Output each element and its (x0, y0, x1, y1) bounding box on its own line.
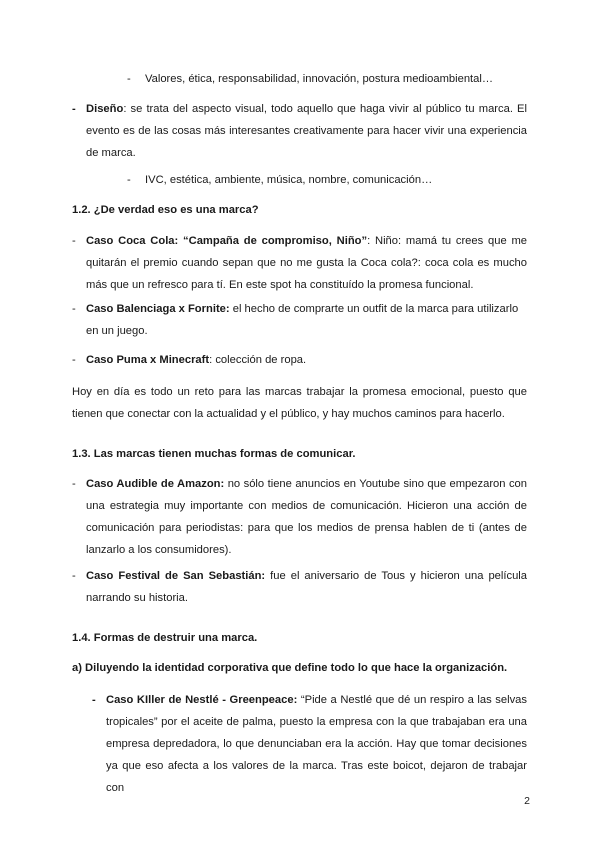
heading-a: a) Diluyendo la identidad corporativa que define todo lo que hace la organización. (72, 662, 508, 674)
sub-bullet-values: Valores, ética, responsabilidad, innovación, postura medioambiental… (145, 73, 494, 85)
paragraph-puma (86, 349, 527, 371)
text-balenciaga: el hecho de comprarte un outfit de la marca para utilizarlo en un juego. (86, 303, 519, 337)
sub-bullet-dash: - (127, 73, 131, 85)
text-coca-cola: : Niño: mamá tu crees que me quitarán el premio cuando sepan que no me gusta la Coca cola?: coca cola es mucho más que un refresco para tí. En este spot ha constituído la promesa funcional. (86, 235, 527, 291)
paragraph-festival (86, 565, 527, 609)
label-festival: Caso Festival de San Sebastián: (86, 570, 266, 582)
bullet-dash: - (72, 303, 76, 315)
sub-bullet-ivc: IVC, estética, ambiente, música, nombre, comunicación… (145, 174, 433, 186)
text-diseno: : se trata del aspecto visual, todo aquello que haga vivir al público tu marca. El evento es de las cosas más interesantes creativamente para hacer vivir una experiencia de marca. (86, 103, 527, 159)
paragraph-audible (86, 473, 527, 561)
text-audible: no sólo tiene anuncios en Youtube sino que empezaron con una estrategia muy importante con medios de comunicación. Hicieron una acción de comunicación para periodistas: para que los medios de prensa hablen de ti (antes de lanzarlo a los consumidores). (86, 478, 527, 556)
label-coca-cola: Caso Coca Cola: “Campaña de compromiso, Niño” (86, 235, 368, 247)
heading-1-4: 1.4. Formas de destruir una marca. (72, 632, 258, 644)
bullet-dash: - (72, 354, 76, 366)
text-killer-nestle: “Pide a Nestlé que dé un respiro a las selvas tropicales” por el aceite de palma, puesto la empresa con la que trabajaban era una empresa depredadora, lo que denunciaban era la acción. Hay que tomar decisiones ya que eso afecta a los valores de la marca. Tras este boicot, dejaron de trabajar con (106, 694, 527, 794)
paragraph-balenciaga (86, 298, 527, 342)
bullet-dash: - (72, 235, 76, 247)
label-killer-nestle: Caso KIller de Nestlé - Greenpeace: (106, 694, 298, 706)
label-diseno: Diseño (86, 103, 124, 115)
bullet-dash: - (72, 478, 76, 490)
paragraph-diseno (86, 98, 527, 164)
text-festival: fue el aniversario de Tous y hicieron una película narrando su historia. (86, 570, 527, 604)
paragraph-killer-nestle (106, 689, 527, 799)
heading-1-2: 1.2. ¿De verdad eso es una marca? (72, 204, 259, 216)
bullet-dash: - (72, 103, 76, 115)
paragraph-hoy-en-dia: Hoy en día es todo un reto para las marcas trabajar la promesa emocional, puesto que tienen que conectar con la actualidad y el público, y hay muchos caminos para hacerlo. (72, 386, 527, 420)
heading-1-3: 1.3. Las marcas tienen muchas formas de comunicar. (72, 448, 356, 460)
label-balenciaga: Caso Balenciaga x Fornite: (86, 303, 230, 315)
sub-bullet-dash: - (127, 174, 131, 186)
label-puma: Caso Puma x Minecraft (86, 354, 210, 366)
bullet-dash: - (72, 570, 76, 582)
page-number: 2 (524, 795, 530, 807)
text-puma: : colección de ropa. (209, 354, 307, 366)
bullet-dash: - (92, 694, 96, 706)
label-audible: Caso Audible de Amazon: (86, 478, 225, 490)
paragraph-coca-cola (86, 230, 527, 296)
